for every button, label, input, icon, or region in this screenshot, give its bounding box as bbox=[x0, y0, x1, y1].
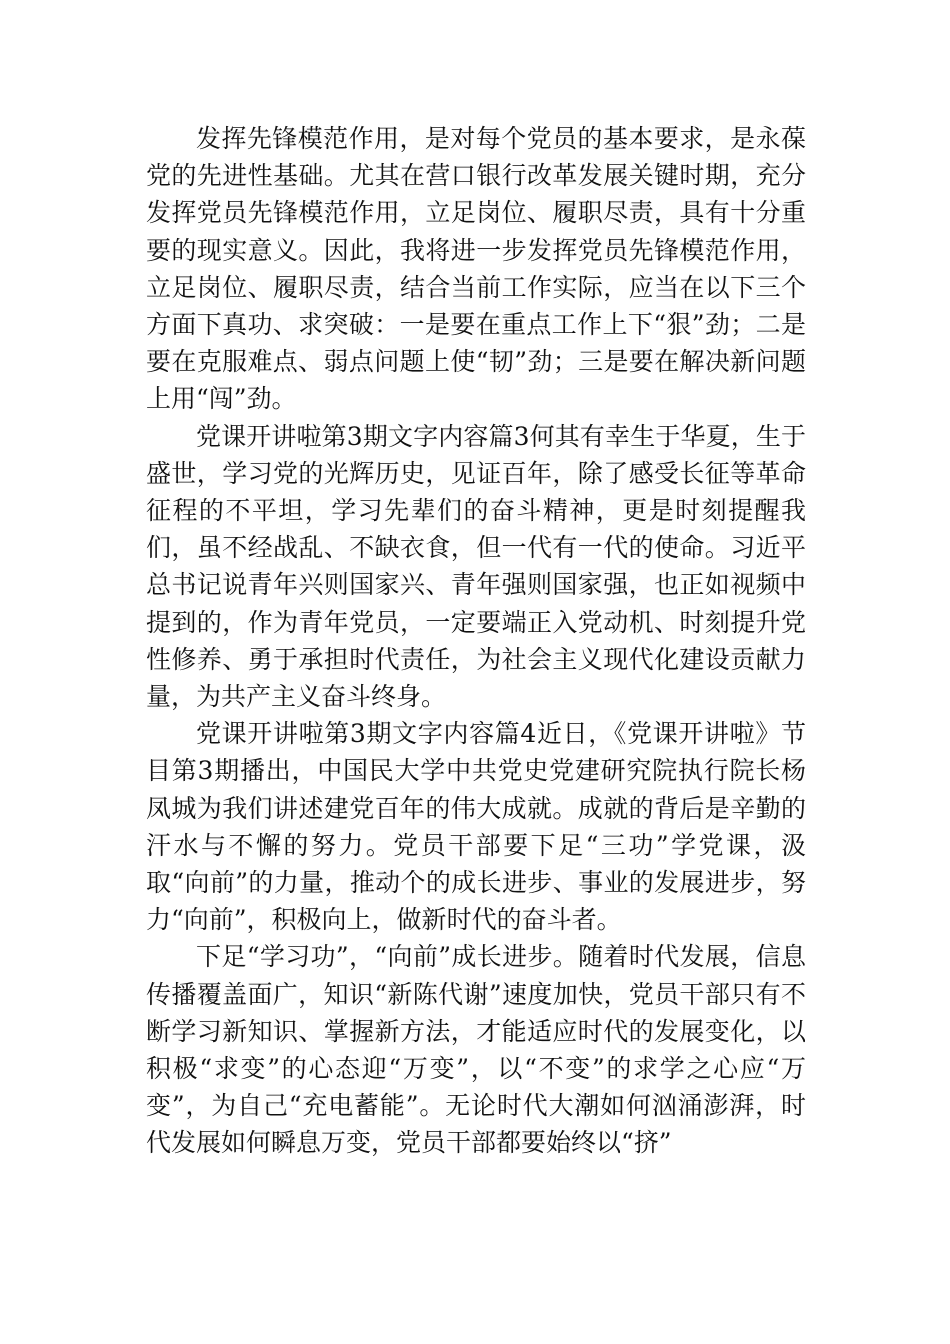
paragraph-2: 党课开讲啦第3期文字内容篇3何其有幸生于华夏，生于盛世，学习党的光辉历史，见证百年，除了感受长征等革命征程的不平坦，学习先辈们的奋斗精神，更是时刻提醒我们，虽不经战乱、不缺衣食，但一代有一代的使命。习近平总书记说青年兴则国家兴、青年强则国家强，也正如视频中提到的，作为青年党员，一定要端正入党动机、时刻提升党性修养、勇于承担时代责任，为社会主义现代化建设贡献力量，为共产主义奋斗终身。 bbox=[146, 421, 806, 712]
paragraph-1: 发挥先锋模范作用，是对每个党员的基本要求，是永葆党的先进性基础。尤其在营口银行改革发展关键时期，充分发挥党员先锋模范作用，立足岗位、履职尽责，具有十分重要的现实意义。因此，我将进一步发挥党员先锋模范作用，立足岗位、履职尽责，结合当前工作实际，应当在以下三个方面下真功、求突破：一是要在重点工作上下“狠”劲；二是要在克服难点、弱点问题上使“韧”劲；三是要在解决新问题上用“闯”劲。 bbox=[146, 124, 806, 414]
paragraph-4: 下足“学习功”，“向前”成长进步。随着时代发展，信息传播覆盖面广，知识“新陈代谢”速度加快，党员干部只有不断学习新知识、掌握新方法，才能适应时代的发展变化，以积极“求变”的心态迎“万变”，以“不变”的求学之心应“万变”，为自己“充电蓄能”。无论时代大潮如何汹涌澎湃，时代发展如何瞬息万变，党员干部都要始终以“挤” bbox=[146, 942, 806, 1158]
document-page bbox=[146, 120, 806, 1162]
paragraph-3: 党课开讲啦第3期文字内容篇4近日，《党课开讲啦》节目第3期播出，中国民大学中共党史党建研究院执行院长杨凤城为我们讲述建党百年的伟大成就。成就的背后是辛勤的汗水与不懈的努力。党员干部要下足“三功”学党课，汲取“向前”的力量，推动个的成长进步、事业的发展进步，努力“向前”，积极向上，做新时代的奋斗者。 bbox=[146, 719, 806, 935]
